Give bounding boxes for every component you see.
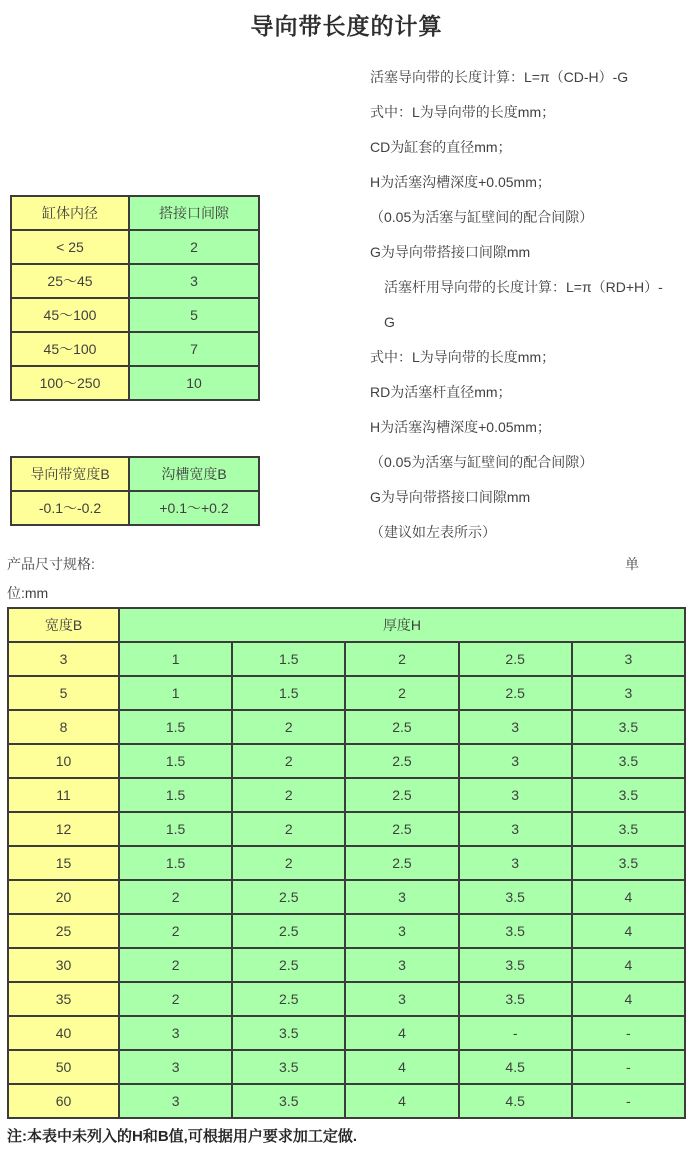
formula-note-line: G为导向带搭接口间隙mm [370, 244, 531, 260]
spec-line-2: 位:mm [7, 585, 49, 601]
size-table-thickness-cell: 3 [459, 710, 572, 744]
size-table-thickness-cell: 3.5 [572, 744, 685, 778]
size-table-row [8, 744, 685, 778]
formula-note-line: （建议如左表所示） [370, 524, 496, 540]
size-table-row [8, 982, 685, 1016]
size-table-thickness-cell: 2.5 [459, 642, 572, 676]
size-table-thickness-header: 厚度H [119, 608, 685, 642]
table-cell: 2 [129, 230, 259, 264]
size-table-thickness-cell: 2 [232, 846, 345, 880]
width-table-body [11, 457, 259, 525]
size-table-thickness-cell: 3 [459, 846, 572, 880]
size-table-row [8, 812, 685, 846]
size-table-thickness-cell: 2.5 [345, 710, 458, 744]
size-table-thickness-cell: 3.5 [459, 880, 572, 914]
size-table-thickness-cell: 4 [572, 948, 685, 982]
size-table-thickness-cell: 4 [345, 1050, 458, 1084]
table-row [11, 298, 259, 332]
size-table-width-cell: 30 [8, 948, 119, 982]
table-cell: 45～100 [11, 298, 129, 332]
size-table-thickness-cell: 2 [345, 642, 458, 676]
size-table-thickness-cell: 3.5 [459, 982, 572, 1016]
size-table-thickness-cell: 4 [345, 1084, 458, 1118]
size-table-thickness-cell: 3 [572, 676, 685, 710]
size-table-body [8, 608, 685, 1118]
formula-note-line: G为导向带搭接口间隙mm [370, 489, 531, 505]
size-table-thickness-cell: 2 [119, 914, 232, 948]
size-table-thickness-cell: 4.5 [459, 1050, 572, 1084]
formula-note-line: 式中：L为导向带的长度mm； [370, 104, 556, 120]
size-table-width-cell: 11 [8, 778, 119, 812]
size-table-thickness-cell: 2.5 [345, 812, 458, 846]
size-table-thickness-cell: 1.5 [119, 744, 232, 778]
size-table-thickness-cell: 2.5 [232, 948, 345, 982]
size-table-thickness-cell: 3 [345, 914, 458, 948]
size-table-thickness-cell: - [459, 1016, 572, 1050]
size-table-thickness-cell: 2.5 [232, 880, 345, 914]
size-table-thickness-cell: 2 [345, 676, 458, 710]
size-table-thickness-cell: 3 [572, 642, 685, 676]
size-table-thickness-cell: 3.5 [459, 948, 572, 982]
formula-note-line: G [384, 314, 395, 330]
size-table-thickness-cell: 4 [572, 914, 685, 948]
table-row [11, 230, 259, 264]
size-table [7, 607, 686, 1119]
size-table-thickness-cell: 4 [572, 982, 685, 1016]
table-row [11, 491, 259, 525]
size-table-thickness-cell: 2 [119, 948, 232, 982]
size-table-thickness-cell: - [572, 1016, 685, 1050]
formula-note-line: 式中：L为导向带的长度mm； [370, 349, 556, 365]
size-table-thickness-cell: 3.5 [572, 710, 685, 744]
size-table-row [8, 642, 685, 676]
size-table-thickness-cell: 1.5 [119, 710, 232, 744]
size-table-thickness-cell: 1.5 [232, 642, 345, 676]
size-table-row [8, 1016, 685, 1050]
table-cell: 3 [129, 264, 259, 298]
size-table-thickness-cell: 1.5 [119, 778, 232, 812]
size-table-thickness-cell: 3 [459, 812, 572, 846]
size-table-width-cell: 10 [8, 744, 119, 778]
size-table-row [8, 1050, 685, 1084]
size-table-thickness-cell: 2 [232, 744, 345, 778]
size-table-thickness-cell: 3 [345, 948, 458, 982]
size-table-thickness-cell: 2.5 [459, 676, 572, 710]
spec-label: 产品尺寸规格: [7, 556, 95, 572]
table-row [11, 332, 259, 366]
formula-notes [370, 60, 692, 550]
size-table-width-cell: 20 [8, 880, 119, 914]
table-row [11, 196, 259, 230]
size-table-thickness-cell: 2 [232, 812, 345, 846]
formula-note-line: CD为缸套的直径mm； [370, 139, 512, 155]
size-table-header-row [8, 608, 685, 642]
size-table-thickness-cell: 1.5 [232, 676, 345, 710]
size-table-thickness-cell: 2.5 [232, 982, 345, 1016]
table-row [11, 457, 259, 491]
size-table-thickness-cell: 3.5 [459, 914, 572, 948]
size-table-width-cell: 50 [8, 1050, 119, 1084]
gap-table-body [11, 196, 259, 400]
spec-line-1 [7, 546, 693, 583]
table-cell: 缸体内径 [11, 196, 129, 230]
size-table-thickness-cell: 3.5 [572, 846, 685, 880]
size-table-row [8, 846, 685, 880]
table-cell: 搭接口间隙 [129, 196, 259, 230]
size-table-thickness-cell: - [572, 1050, 685, 1084]
formula-note-line: 活塞导向带的长度计算：L=π（CD-H）-G [370, 69, 629, 85]
size-table-thickness-cell: 3.5 [232, 1016, 345, 1050]
size-table-width-cell: 25 [8, 914, 119, 948]
size-table-width-cell: 8 [8, 710, 119, 744]
size-table-thickness-cell: 1.5 [119, 812, 232, 846]
size-table-row [8, 778, 685, 812]
size-table-width-cell: 35 [8, 982, 119, 1016]
size-table-thickness-cell: 4 [345, 1016, 458, 1050]
formula-note-line: （0.05为活塞与缸壁间的配合间隙） [370, 209, 594, 225]
spec-block [7, 546, 693, 607]
size-table-width-cell: 5 [8, 676, 119, 710]
gap-table [10, 195, 260, 401]
size-table-row [8, 948, 685, 982]
size-table-thickness-cell: 3.5 [232, 1084, 345, 1118]
size-table-width-cell: 40 [8, 1016, 119, 1050]
size-table-thickness-cell: 3 [345, 880, 458, 914]
size-table-thickness-cell: 2 [119, 880, 232, 914]
table-cell: 沟槽宽度B [129, 457, 259, 491]
size-table-thickness-cell: 3 [459, 778, 572, 812]
table-cell: 导向带宽度B [11, 457, 129, 491]
size-table-width-cell: 12 [8, 812, 119, 846]
size-table-thickness-cell: 4 [572, 880, 685, 914]
table-cell: +0.1～+0.2 [129, 491, 259, 525]
size-table-width-cell: 3 [8, 642, 119, 676]
table-cell: < 25 [11, 230, 129, 264]
formula-note-line: RD为活塞杆直径mm； [370, 384, 512, 400]
size-table-thickness-cell: 3.5 [232, 1050, 345, 1084]
table-cell: 7 [129, 332, 259, 366]
size-table-thickness-cell: 3 [345, 982, 458, 1016]
size-table-width-cell: 60 [8, 1084, 119, 1118]
size-table-thickness-cell: 1.5 [119, 846, 232, 880]
size-table-row [8, 710, 685, 744]
spec-unit-start: 单 [625, 556, 639, 572]
table-cell: 25～45 [11, 264, 129, 298]
size-table-row [8, 880, 685, 914]
table-row [11, 366, 259, 400]
size-table-thickness-cell: 2 [232, 778, 345, 812]
size-table-thickness-cell: - [572, 1084, 685, 1118]
table-cell: -0.1～-0.2 [11, 491, 129, 525]
size-table-thickness-cell: 3 [119, 1084, 232, 1118]
size-table-thickness-cell: 3 [119, 1050, 232, 1084]
formula-note-line: H为活塞沟槽深度+0.05mm； [370, 174, 551, 190]
table-cell: 10 [129, 366, 259, 400]
size-table-thickness-cell: 2.5 [345, 846, 458, 880]
size-table-thickness-cell: 2.5 [345, 778, 458, 812]
size-table-width-cell: 15 [8, 846, 119, 880]
formula-note-line: （0.05为活塞与缸壁间的配合间隙） [370, 454, 594, 470]
formula-note-line: 活塞杆用导向带的长度计算：L=π（RD+H）- [384, 279, 663, 295]
size-table-row [8, 1084, 685, 1118]
page-title: 导向带长度的计算 [250, 13, 443, 39]
size-table-thickness-cell: 2 [232, 710, 345, 744]
size-table-thickness-cell: 1 [119, 642, 232, 676]
size-table-thickness-cell: 3.5 [572, 812, 685, 846]
top-section [0, 8, 693, 546]
size-table-thickness-cell: 2 [119, 982, 232, 1016]
formula-note-line: H为活塞沟槽深度+0.05mm； [370, 419, 551, 435]
size-table-thickness-cell: 1 [119, 676, 232, 710]
size-table-thickness-cell: 3.5 [572, 778, 685, 812]
size-table-thickness-cell: 2.5 [232, 914, 345, 948]
table-cell: 100～250 [11, 366, 129, 400]
size-table-row [8, 914, 685, 948]
width-table [10, 456, 260, 526]
table-row [11, 264, 259, 298]
size-table-thickness-cell: 2.5 [345, 744, 458, 778]
table-cell: 45～100 [11, 332, 129, 366]
footnote: 注:本表中未列入的H和B值,可根据用户要求加工定做. [7, 1128, 357, 1145]
size-table-width-header: 宽度B [8, 608, 119, 642]
size-table-row [8, 676, 685, 710]
size-table-thickness-cell: 3 [119, 1016, 232, 1050]
size-table-thickness-cell: 3 [459, 744, 572, 778]
table-cell: 5 [129, 298, 259, 332]
size-table-thickness-cell: 4.5 [459, 1084, 572, 1118]
